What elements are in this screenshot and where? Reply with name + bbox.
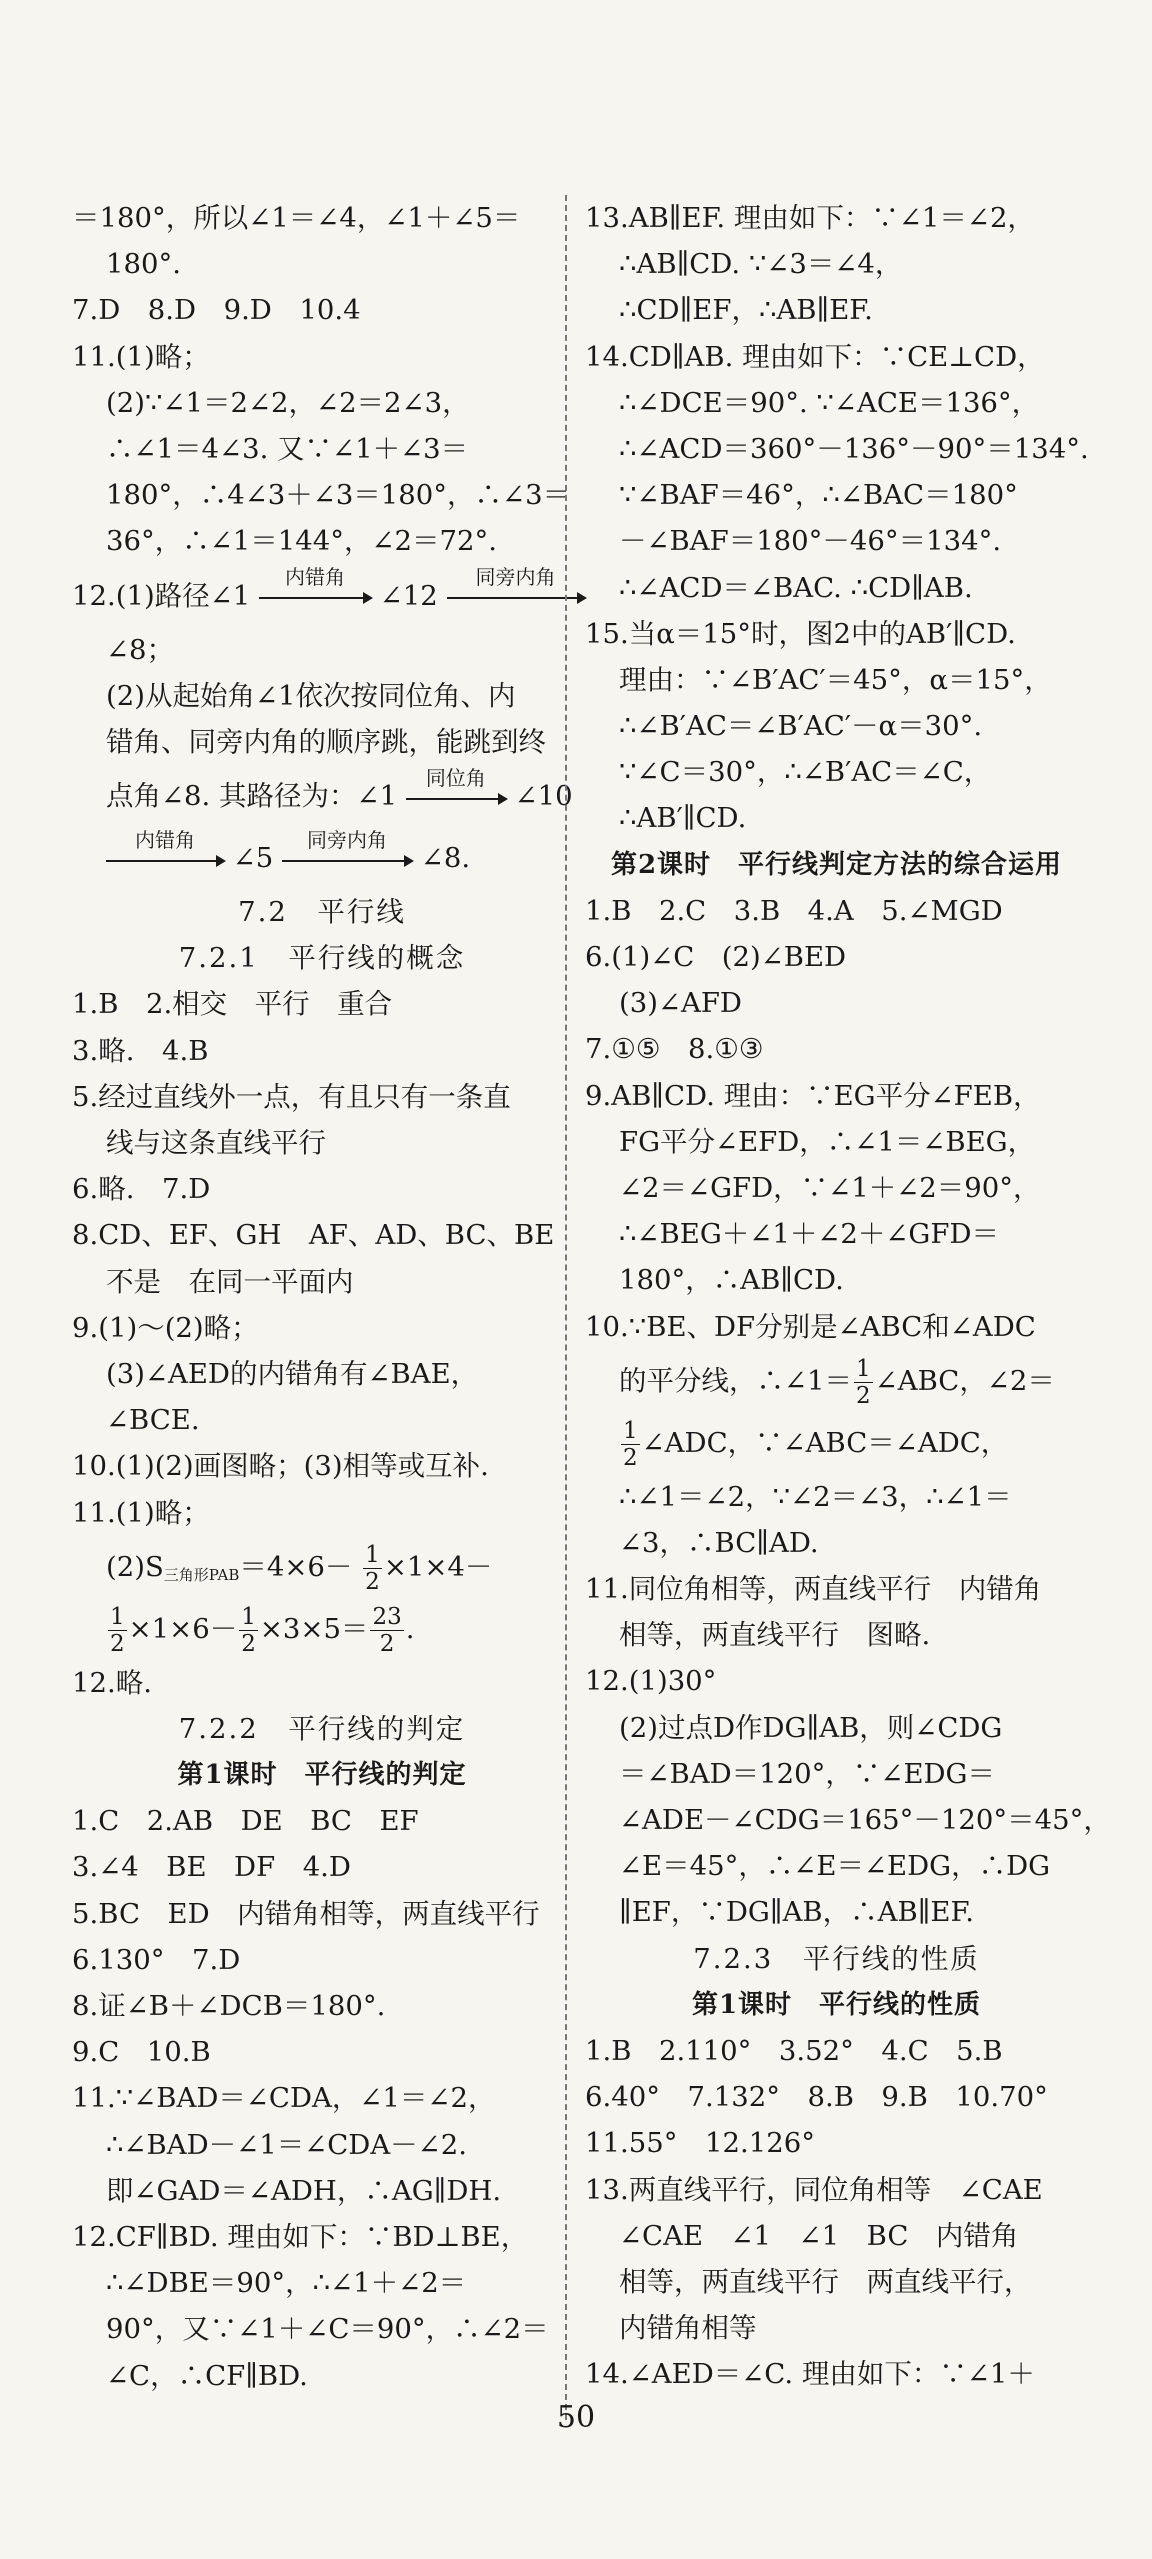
text-line: 3.略. 4.B — [72, 1034, 209, 1067]
denominator: 2 — [623, 1444, 638, 1471]
text-line: 不是 在同一平面内 — [106, 1265, 354, 1298]
path-line — [72, 765, 572, 827]
fraction — [108, 1604, 127, 1657]
text-line: ∴∠BEG＋∠1＋∠2＋∠GFD＝ — [619, 1218, 1000, 1251]
text-line: 内错角相等 — [619, 2312, 757, 2345]
denominator: 2 — [110, 1630, 125, 1657]
text-span: 12.(1)路径∠1 — [72, 579, 251, 612]
text-line: 11.同位角相等，两直线平行 内错角 — [585, 1573, 1042, 1606]
text-line: 12.略. — [72, 1666, 152, 1699]
text-line: ∴∠DBE＝90°，∴∠1＋∠2＝ — [106, 2267, 467, 2300]
text-line: ∴∠B′AC＝∠B′AC′－α＝30°. — [619, 710, 983, 743]
text-line: ∠3，∴BC∥AD. — [619, 1526, 819, 1559]
fraction — [370, 1604, 403, 1657]
left-column — [72, 195, 572, 2399]
arrow-icon — [406, 765, 506, 800]
text-line: 11.∵∠BAD＝∠CDA，∠1＝∠2， — [72, 2082, 496, 2115]
text-line: ＝∠BAD＝120°，∵∠EDG＝ — [619, 1757, 996, 1790]
text-span: ×3×5＝ — [259, 1612, 369, 1645]
text-line: 相等，两直线平行 两直线平行， — [619, 2265, 1032, 2298]
text-line: ∠ADE－∠CDG＝165°－120°＝45°， — [619, 1804, 1111, 1836]
text-line: ∴∠ACD＝∠BAC. ∴CD∥AB. — [619, 571, 973, 604]
text-line: 12.CF∥BD. 理由如下：∵BD⊥BE， — [72, 2220, 529, 2253]
arrow-icon — [259, 565, 371, 599]
formula-line — [72, 1598, 572, 1660]
text-span: ∠5 — [232, 842, 274, 875]
subscript: 三角形PAB — [163, 1565, 240, 1584]
path-line — [72, 827, 572, 889]
text-line: 1.B 2.C 3.B 4.A 5.∠MGD — [585, 894, 1003, 927]
text-line: 180°，∴4∠3＋∠3＝180°，∴∠3＝ — [106, 479, 571, 512]
arrow-label: 内错角 — [284, 565, 345, 589]
text-span: ∠10 — [514, 780, 573, 813]
section-title: 7.2.2 平行线的判定 — [178, 1712, 466, 1745]
text-line: (2)过点D作DG∥AB，则∠CDG — [619, 1711, 1003, 1744]
text-span: ∠ADC，∵∠ABC＝∠ADC， — [641, 1426, 1009, 1459]
text-line: 13.两直线平行，同位角相等 ∠CAE — [585, 2173, 1043, 2206]
denominator: 2 — [365, 1568, 380, 1595]
text-line: (2)从起始角∠1依次按同位角、内 — [106, 679, 516, 712]
text-line: ∴AB′∥CD. — [619, 802, 747, 835]
text-line: ∴AB∥CD. ∵∠3＝∠4， — [619, 248, 903, 281]
text-line: 14.CD∥AB. 理由如下：∵CE⊥CD， — [585, 340, 1045, 373]
lesson-title: 第1课时 平行线的性质 — [691, 1989, 982, 2020]
text-line: ∠E＝45°，∴∠E＝∠EDG，∴DG — [619, 1850, 1051, 1883]
right-column — [585, 195, 1111, 2397]
text-line: 即∠GAD＝∠ADH，∴AG∥DH. — [106, 2174, 502, 2207]
formula-line — [72, 1536, 572, 1598]
text-line: 5.经过直线外一点，有且只有一条直 — [72, 1080, 511, 1113]
text-line: ∠8； — [106, 633, 175, 666]
text-line: ∵∠BAF＝46°，∴∠BAC＝180° — [619, 479, 1018, 512]
text-line: 理由：∵∠B′AC′＝45°，α＝15°， — [619, 663, 1052, 696]
section-title: 7.2.1 平行线的概念 — [178, 942, 466, 975]
text-line: 7.①⑤ 8.①③ — [585, 1033, 764, 1066]
text-line: ＝180°，所以∠1＝∠4，∠1＋∠5＝ — [72, 202, 521, 234]
text-line: ∠2＝∠GFD，∵∠1＋∠2＝90°， — [619, 1171, 1041, 1204]
text-line: (2)∵∠1＝2∠2，∠2＝2∠3， — [106, 386, 470, 419]
text-line: 7.D 8.D 9.D 10.4 — [72, 294, 361, 327]
section-title: 7.2 平行线 — [238, 896, 406, 929]
text-line: ∠BCE. — [106, 1404, 200, 1437]
text-line: 6.40° 7.132° 8.B 9.B 10.70° — [585, 2081, 1048, 2114]
text-line: 3.∠4 BE DF 4.D — [72, 1851, 351, 1884]
text-line: 15.当α＝15°时，图2中的AB′∥CD. — [585, 617, 1016, 650]
path-line — [72, 565, 572, 627]
text-span: 的平分线，∴∠1＝ — [619, 1364, 853, 1397]
text-line: 6.略. 7.D — [72, 1173, 211, 1206]
denominator: 2 — [241, 1630, 256, 1657]
text-line: 1.C 2.AB DE BC EF — [72, 1805, 419, 1838]
text-line: ∥EF，∵DG∥AB，∴AB∥EF. — [619, 1896, 975, 1929]
text-span: ∠8. — [420, 842, 471, 875]
formula-line — [585, 1412, 1088, 1474]
text-span: (2)S — [106, 1550, 164, 1583]
text-line: 8.CD、EF、GH AF、AD、BC、BE — [72, 1219, 555, 1252]
text-line: ∴∠BAD－∠1＝∠CDA－∠2. — [106, 2128, 467, 2161]
text-line: －∠BAF＝180°－46°＝134°. — [619, 525, 1002, 558]
text-line: 线与这条直线平行 — [106, 1127, 326, 1159]
text-line: 11.(1)略； — [72, 1496, 210, 1529]
text-line: 错角、同旁内角的顺序跳，能跳到终 — [106, 725, 546, 758]
text-span: ×1×6－ — [128, 1612, 238, 1645]
arrow-label: 内错角 — [135, 827, 195, 852]
text-span: ∠ABC，∠2＝ — [874, 1364, 1055, 1397]
text-line: 10.∵BE、DF分别是∠ABC和∠ADC — [585, 1310, 1036, 1343]
arrow-label: 同旁内角 — [475, 565, 556, 589]
text-line: ∠C，∴CF∥BD. — [106, 2359, 308, 2392]
arrow-label: 同旁内角 — [307, 827, 388, 852]
text-line: 9.AB∥CD. 理由：∵EG平分∠FEB， — [585, 1079, 1041, 1112]
text-line: 90°，又∵∠1＋∠C＝90°，∴∠2＝ — [106, 2313, 549, 2346]
arrow-icon — [447, 565, 585, 599]
text-line: (3)∠AED的内错角有∠BAE， — [106, 1357, 479, 1390]
formula-line — [585, 1350, 1088, 1412]
text-line: 14.∠AED＝∠C. 理由如下：∵∠1＋ — [585, 2358, 1035, 2391]
lesson-title: 第2课时 平行线判定方法的综合运用 — [610, 849, 1063, 880]
text-line: 1.B 2.110° 3.52° 4.C 5.B — [585, 2034, 1003, 2067]
text-line: (3)∠AFD — [619, 987, 742, 1020]
arrow-label: 同位角 — [425, 765, 486, 790]
text-line: 11.55° 12.126° — [585, 2127, 815, 2160]
fraction — [854, 1356, 873, 1409]
text-line: ∠CAE ∠1 ∠1 BC 内错角 — [619, 2219, 1019, 2252]
text-line: 13.AB∥EF. 理由如下：∵∠1＝∠2， — [585, 202, 1035, 234]
text-line: 180°. — [106, 248, 181, 281]
numerator: 23 — [372, 1603, 402, 1630]
text-line: 5.BC ED 内错角相等，两直线平行 — [72, 1897, 540, 1930]
text-line: 11.(1)略； — [72, 340, 210, 373]
fraction — [621, 1418, 640, 1471]
denominator: 2 — [379, 1630, 395, 1657]
text-span: ∠12 — [379, 579, 438, 612]
page-number: 50 — [556, 2400, 596, 2435]
text-line: 8.证∠B＋∠DCB＝180°. — [72, 1990, 386, 2022]
section-title: 7.2.3 平行线的性质 — [693, 1942, 980, 1975]
numerator: 1 — [241, 1603, 256, 1630]
text-line: 36°，∴∠1＝144°，∠2＝72°. — [106, 525, 498, 558]
text-line: ∴CD∥EF，∴AB∥EF. — [619, 294, 873, 327]
numerator: 1 — [856, 1355, 871, 1382]
text-span: ×1×4－ — [383, 1550, 493, 1583]
text-line: 10.(1)(2)画图略；(3)相等或互补. — [72, 1450, 489, 1483]
text-line: 1.B 2.相交 平行 重合 — [72, 988, 393, 1021]
fraction — [239, 1604, 258, 1657]
text-line: 相等，两直线平行 图略. — [619, 1619, 931, 1652]
text-line: ∴∠ACD＝360°－136°－90°＝134°. — [619, 432, 1089, 465]
text-line: 6.(1)∠C (2)∠BED — [585, 941, 847, 973]
text-span: . — [405, 1612, 415, 1645]
column-divider — [565, 195, 567, 2420]
text-line: 9.(1)～(2)略； — [72, 1311, 259, 1344]
text-line: ∴∠1＝∠2，∵∠2＝∠3，∴∠1＝ — [619, 1480, 1012, 1513]
text-line: 9.C 10.B — [72, 2036, 211, 2069]
numerator: 1 — [623, 1417, 638, 1444]
text-span: ＝4×6－ — [239, 1550, 353, 1583]
lesson-title: 第1课时 平行线的判定 — [177, 1760, 467, 1791]
text-line: ∵∠C＝30°，∴∠B′AC＝∠C， — [619, 756, 992, 789]
text-line: 12.(1)30° — [585, 1665, 717, 1698]
fraction — [363, 1542, 382, 1595]
text-line: FG平分∠EFD，∴∠1＝∠BEG， — [619, 1125, 1036, 1158]
arrow-icon — [282, 827, 412, 862]
text-span: 点角∠8. 其路径为：∠1 — [106, 780, 398, 813]
denominator: 2 — [856, 1382, 871, 1409]
text-line: 6.130° 7.D — [72, 1943, 241, 1976]
numerator: 1 — [110, 1603, 125, 1630]
arrow-icon — [106, 827, 224, 862]
numerator: 1 — [365, 1541, 380, 1568]
text-line: ∴∠1＝4∠3. 又∵∠1＋∠3＝ — [106, 432, 469, 465]
text-line: 180°，∴AB∥CD. — [619, 1264, 844, 1297]
text-line: ∴∠DCE＝90°. ∵∠ACE＝136°， — [619, 386, 1040, 419]
